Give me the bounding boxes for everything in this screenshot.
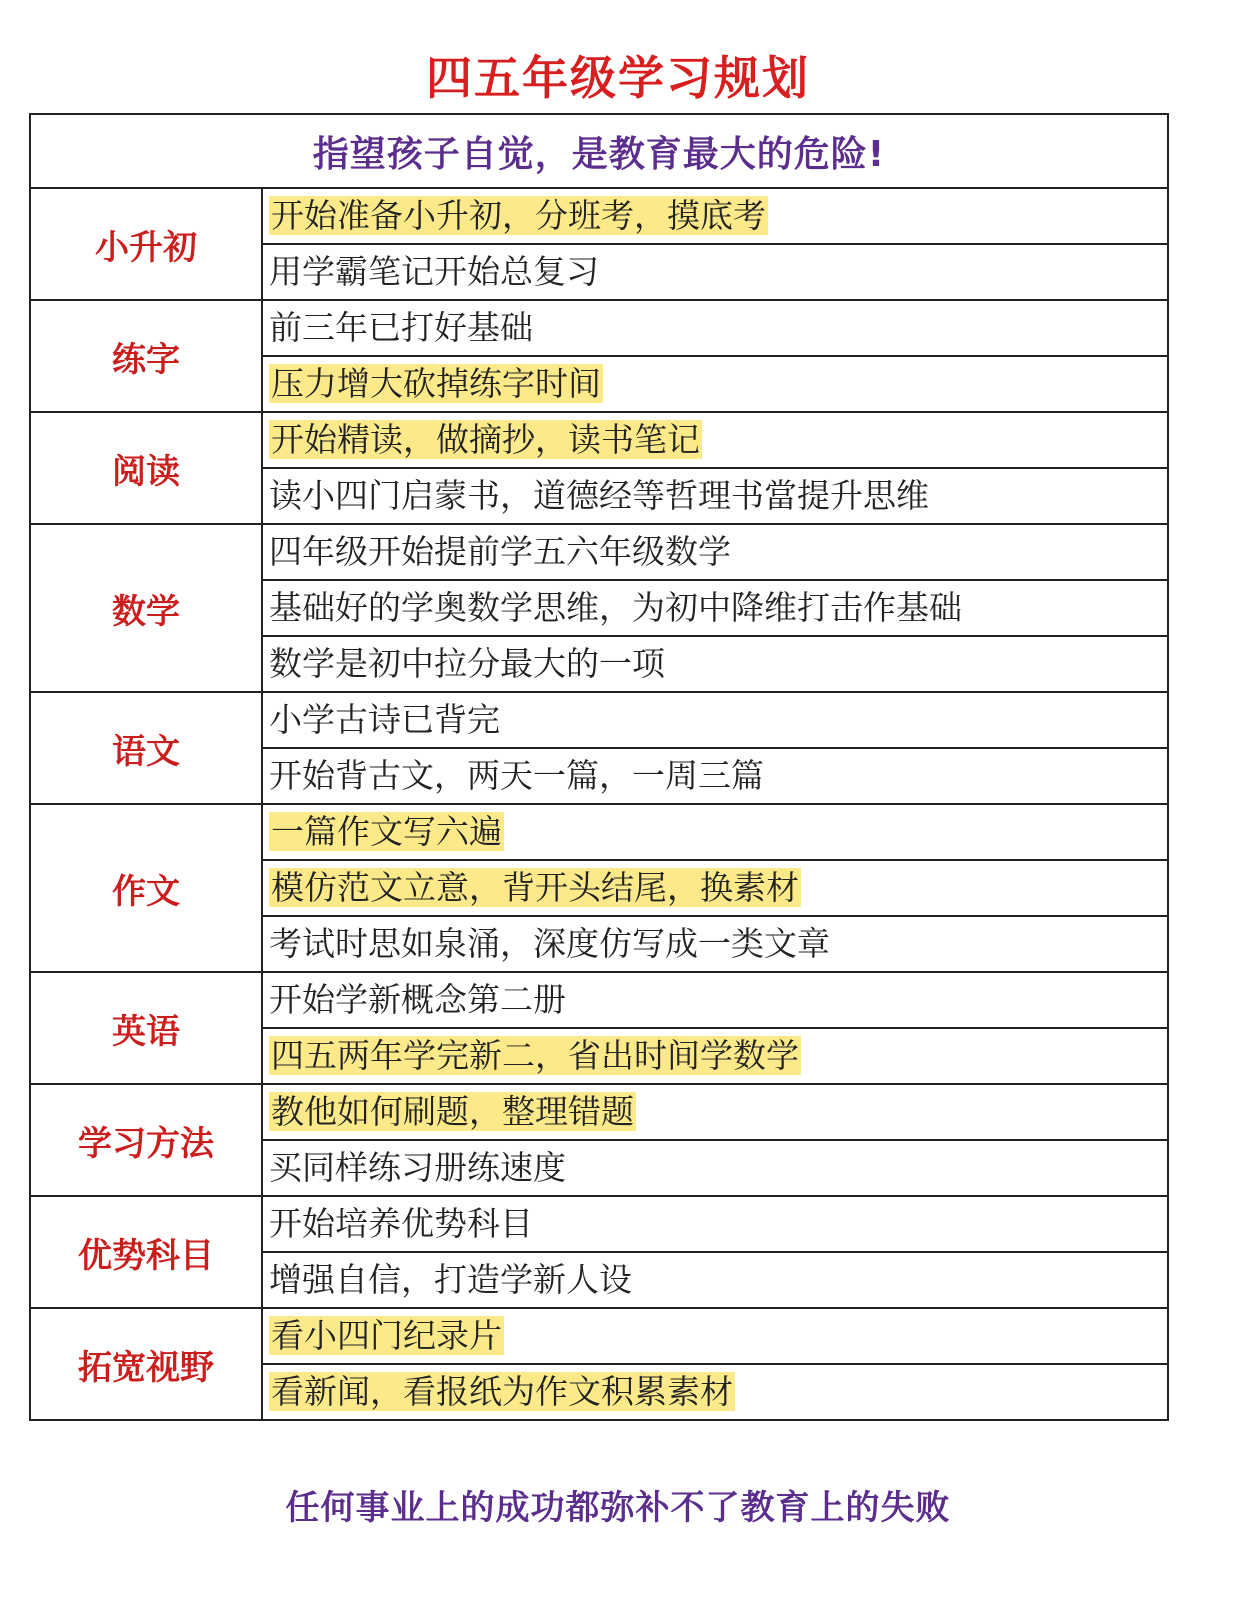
item-text: 数学是初中拉分最大的一项: [269, 644, 665, 683]
category-cell: 语文: [30, 692, 262, 804]
highlighted-item-text: 一篇作文写六遍: [271, 812, 502, 851]
plan-row: [30, 692, 1168, 748]
highlighted-item-text: 开始精读，做摘抄，读书笔记: [271, 420, 700, 459]
item-cell: [262, 1084, 1168, 1140]
item-cell: [262, 804, 1168, 860]
item-cell: [262, 1364, 1168, 1420]
item-text: 四年级开始提前学五六年级数学: [269, 532, 731, 571]
subtitle-row: [30, 114, 1168, 188]
item-cell: [262, 188, 1168, 244]
subtitle: 指望孩子自觉，是教育最大的危险!: [30, 114, 1168, 188]
item-text: 小学古诗已背完: [269, 700, 500, 739]
highlighted-item-text: 看新闻，看报纸为作文积累素材: [271, 1372, 733, 1411]
highlighted-item-text: 开始准备小升初，分班考，摸底考: [271, 196, 766, 235]
plan-row: [30, 1084, 1168, 1140]
plan-row: [30, 188, 1168, 244]
item-cell: [262, 1028, 1168, 1084]
category-cell: 练字: [30, 300, 262, 412]
item-text: 读小四门启蒙书，道德经等哲理书當提升思维: [269, 476, 929, 515]
item-text: 前三年已打好基础: [269, 308, 533, 347]
study-plan-table: [29, 113, 1169, 1421]
item-cell: [262, 300, 1168, 356]
item-cell: [262, 1196, 1168, 1252]
item-text: 开始培养优势科目: [269, 1204, 533, 1243]
category-cell: 拓宽视野: [30, 1308, 262, 1420]
item-text: 用学霸笔记开始总复习: [269, 252, 599, 291]
item-text: 增强自信，打造学新人设: [269, 1260, 632, 1299]
highlighted-item-text: 四五两年学完新二，省出时间学数学: [271, 1036, 799, 1075]
plan-row: [30, 1196, 1168, 1252]
item-cell: [262, 748, 1168, 804]
category-cell: 英语: [30, 972, 262, 1084]
plan-row: [30, 412, 1168, 468]
item-text: 开始学新概念第二册: [269, 980, 566, 1019]
item-cell: [262, 468, 1168, 524]
item-text: 考试时思如泉涌，深度仿写成一类文章: [269, 924, 830, 963]
item-cell: [262, 1308, 1168, 1364]
item-cell: [262, 1252, 1168, 1308]
plan-row: [30, 1308, 1168, 1364]
item-cell: [262, 580, 1168, 636]
item-cell: [262, 244, 1168, 300]
plan-row: [30, 804, 1168, 860]
plan-row: [30, 524, 1168, 580]
footer-slogan: 任何事业上的成功都弥补不了教育上的失败: [285, 1488, 951, 1528]
item-cell: [262, 524, 1168, 580]
category-cell: 阅读: [30, 412, 262, 524]
highlighted-item-text: 教他如何刷题，整理错题: [271, 1092, 634, 1131]
plan-row: [30, 300, 1168, 356]
category-cell: 数学: [30, 524, 262, 692]
item-text: 基础好的学奥数学思维，为初中降维打击作基础: [269, 588, 962, 627]
highlighted-item-text: 看小四门纪录片: [271, 1316, 502, 1355]
item-cell: [262, 412, 1168, 468]
highlighted-item-text: 压力增大砍掉练字时间: [271, 364, 601, 403]
category-cell: 小升初: [30, 188, 262, 300]
highlighted-item-text: 模仿范文立意，背开头结尾，换素材: [271, 868, 799, 907]
item-cell: [262, 916, 1168, 972]
item-cell: [262, 972, 1168, 1028]
item-cell: [262, 692, 1168, 748]
item-cell: [262, 636, 1168, 692]
item-cell: [262, 1140, 1168, 1196]
category-cell: 学习方法: [30, 1084, 262, 1196]
item-cell: [262, 356, 1168, 412]
item-text: 买同样练习册练速度: [269, 1148, 566, 1187]
page-title: 四五年级学习规划: [426, 51, 810, 105]
plan-row: [30, 972, 1168, 1028]
item-cell: [262, 860, 1168, 916]
category-cell: 作文: [30, 804, 262, 972]
item-text: 开始背古文，两天一篇，一周三篇: [269, 756, 764, 795]
category-cell: 优势科目: [30, 1196, 262, 1308]
